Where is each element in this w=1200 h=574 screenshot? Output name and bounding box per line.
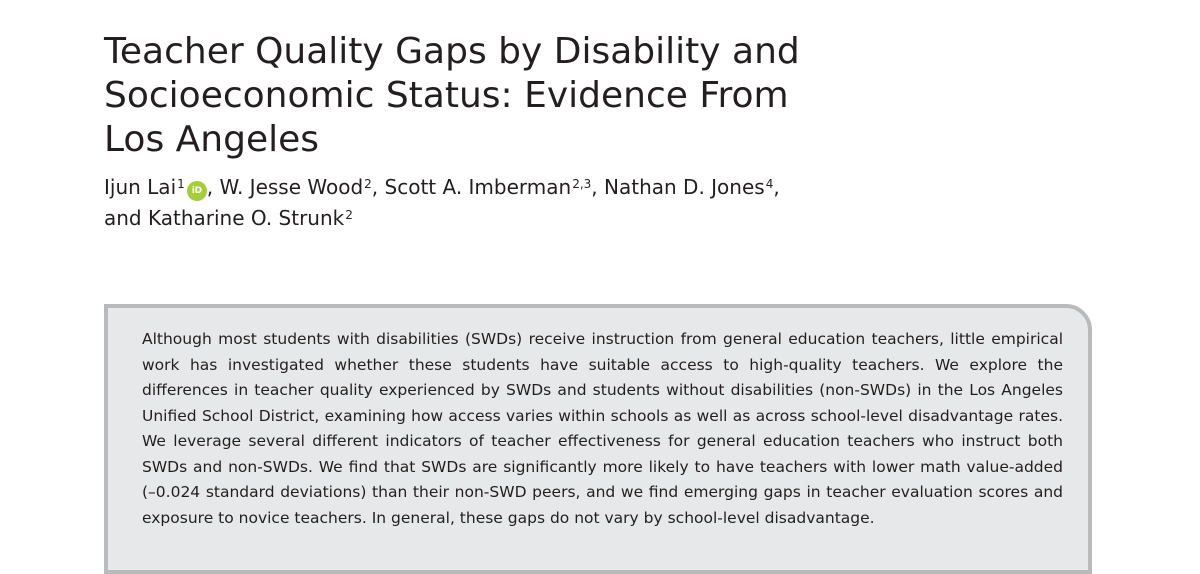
author-name: W. Jesse Wood [219,175,364,199]
affiliation-marker: 4 [765,177,774,191]
author-line [104,203,864,234]
author-name: Scott A. Imberman [384,175,572,199]
author-list [104,172,864,234]
title-line: Teacher Quality Gaps by Disability and [104,31,800,72]
title-line: Los Angeles [104,119,319,160]
orcid-icon[interactable]: iD [187,181,207,201]
affiliation-marker: 1 [177,177,185,191]
author-name: Nathan D. Jones [604,175,765,199]
article-title [104,30,864,162]
author-name: Ijun Lai [104,175,177,199]
author-line: Ijun Lai$^1$ iD , W. Jesse Wood$^2$, Scott A. Imberman$^{2,3}$, Nathan D. Jones$^4$, [104,175,780,199]
affiliation-marker: 2 [364,177,372,191]
title-line: Socioeconomic Status: Evidence From [104,75,789,116]
affiliation-marker: 2 [345,208,353,222]
author-name: and Katharine O. Strunk [104,206,345,230]
abstract-box [104,304,1092,574]
affiliation-marker: 2,3 [572,177,592,191]
abstract-text: Although most students with disabilities (SWDs) receive instruction from general education teachers, little empirical work has investigated whether these students have suitable access to high-quality teachers. We explore the differences in teacher quality experienced by SWDs and students without disabilities (non-SWDs) in the Los Angeles Unified School District, examining how access varies within schools as well as across school-level disadvantage rates. We leverage several different indicators of teacher effectiveness for general education teachers who instruct both SWDs and non-SWDs. We find that SWDs are significantly more likely to have teachers with lower math value-added (–0.024 standard deviations) than their non-SWD peers, and we find emerging gaps in teacher evaluation scores and exposure to novice teachers. In general, these gaps do not vary by school-level disadvantage. [142,330,1063,527]
